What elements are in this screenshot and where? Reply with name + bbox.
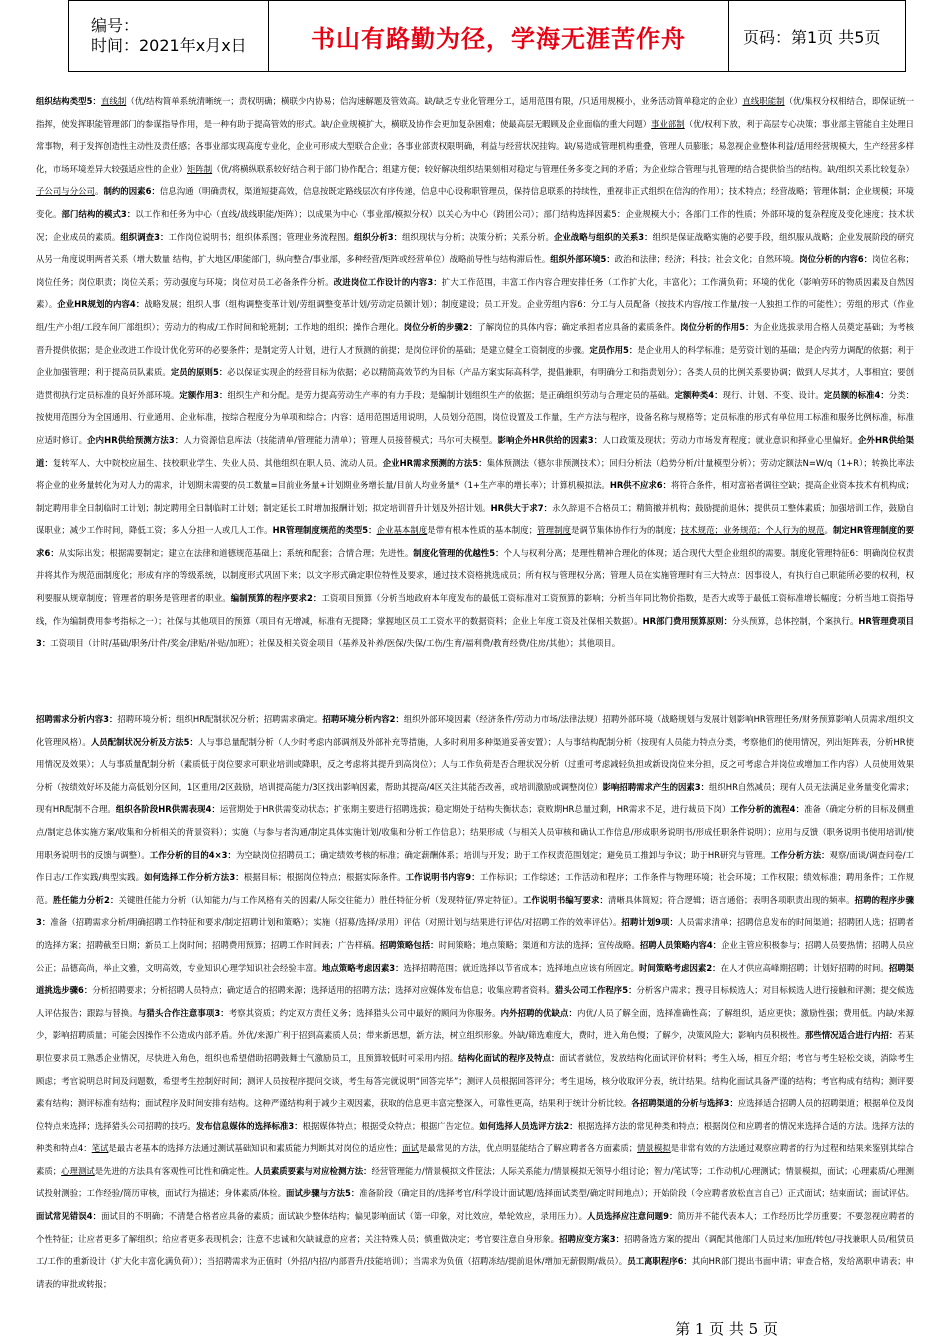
section-heading: HR部门费用预算原则： bbox=[642, 615, 733, 626]
page-footer bbox=[675, 1318, 778, 1339]
header-meta-cell bbox=[69, 1, 269, 71]
section-heading: 工作说明书编写要求： bbox=[522, 894, 608, 905]
header-page-label: 页码：第1页 共5页 bbox=[743, 27, 881, 47]
body-text: 工作标识；工作综述；工作活动和程序；工作条件与物理环境；社会环境；工作权限；绩效标准；聘用条件；工作规范。 bbox=[36, 872, 915, 905]
section-heading: 招聘应变方案3： bbox=[559, 1233, 625, 1244]
body-text: 了解岗位的具体内容；确定承担者应具备的素质条件。 bbox=[477, 321, 681, 332]
section-heading: 员工离职程序6： bbox=[627, 1256, 692, 1267]
body-text: 是企业用人的科学标准；是劳资计划的基础；是企内劳力调配的依据；利于企业加强管理；利于提高员队素质。 bbox=[36, 344, 915, 378]
section-heading: 猎头公司工作程序5： bbox=[554, 985, 637, 996]
section-heading: 人员配制状况分析及方法5： bbox=[90, 736, 198, 747]
body-text: 岗位名称；岗位任务；岗位职责；岗位关系；劳动强度与环境；岗位对员工必备条件分析。 bbox=[36, 254, 915, 287]
section-heading: 工作分析方法： bbox=[770, 849, 830, 860]
section-heading: 时间策略考虑因素2： bbox=[639, 962, 721, 973]
body-text: 是先进的方法具有客观性可比性和确定性。 bbox=[94, 1165, 255, 1176]
body-text: 应选择适合招聘人员的招聘渠道；根据单位及岗位特点来选择；选择猎头公司招聘的技巧。 bbox=[36, 1098, 915, 1131]
body-text: 分类：按使用范围分为全国通用、行业通用、企业标准，按综合程度分为单项和综合；内容：适用范围适用说明，人员划分范围，岗位设置及工作量，生产方法与程序，设备名称与规格等；定员标准的形式有单位用工标准和服务比例标准，标准应适时修订。 bbox=[36, 389, 915, 445]
body-text: 个人与权利分离；是理性精神合理化的体现；适合现代大型企业组织的需要。制度化管理特征6：明确岗位权责并将其作为规范面制度化；形成有序的等级系统，以制度形式巩固下来；以文字形式确定职位特性及要求，通过技术资格挑选成员；所有权与管理权分离；管理人员在实施管理时有三大特点：因事设人，有执行自己职能所必要的权利，权利要服从规章制度；管理者的职务是管理者的职业。 bbox=[36, 547, 915, 604]
section-heading: 结构化面试的程序及特点： bbox=[458, 1052, 560, 1063]
section-heading: 面试步骤与方法5： bbox=[286, 1188, 360, 1199]
section-heading: 改进岗位工作设计的内容3： bbox=[333, 276, 442, 287]
body-text: 信息沟通（明确责权，渠道短捷高效，信息按既定路线层次有序传递，信息中心设称职管理员，保持信息联系的持续性，重视非正式组织在信沟的作用）；技术特点；经营战略；管理体制；企业规模；环境变化。 bbox=[36, 186, 915, 219]
body-text: 政治和法律；经济；科技；社会文化；自然环境。 bbox=[614, 254, 800, 265]
body-text: 人员需求清单；招聘信息发布的时间渠道；招聘团人选；招聘者的选择方案；招聘截至日期；新员工上岗时间；招聘费用预算；招聘工作时间表；广告样稿。 bbox=[36, 917, 915, 950]
section-heading: 与猎头合作注意事项3： bbox=[137, 1007, 229, 1018]
body-text: 考察其资质；约定双方责任义务；选择猎头公司中最好的顾问为你服务。 bbox=[228, 1007, 501, 1018]
section-heading: 企内HR供给预测方法3： bbox=[87, 434, 184, 445]
body-text: 组织现状与分析；决策分析；关系分析。 bbox=[402, 231, 554, 242]
section-heading: 企业HR需求预测的方法5： bbox=[382, 457, 487, 468]
body-text: 根据目标；根据岗位特点；根据实际条件。 bbox=[243, 872, 406, 883]
document-number-label: 编号： bbox=[91, 16, 140, 35]
body-text: 是最古老基本的选择方法通过测试基础知识和素质能力判断其对岗位的适应性； bbox=[108, 1143, 403, 1154]
section-heading: 定员的原则5： bbox=[170, 367, 228, 378]
body-text: 时间策略；地点策略；渠道和方法的选择；宣传战略。 bbox=[438, 939, 640, 950]
section-heading: HR管理制度规范的类型5： bbox=[272, 525, 377, 536]
body-text: 面试目的不明确；不清楚合格者应具备的素质；面试缺少整体结构；偏见影响面试（第一印象，对比效应，晕轮效应，录用压力）。 bbox=[101, 1211, 588, 1222]
body-text: 观察/面谈/调查问卷/工作日志/工作实践/典型实践。 bbox=[36, 849, 915, 883]
body-text: 复转军人、大中院校应届生、技校职业学生、失业人员、其他组织在职人员、流动人员。 bbox=[52, 457, 383, 468]
body-text: 组织外部环境因素（经济条件/劳动力市场/法律法规）招聘外部环境（战略规划与发展计划影响HR管理任务/财务预算影响人员需求/组织文化管理风格）。 bbox=[36, 714, 915, 747]
section-heading: 地点策略考虑因素3： bbox=[321, 962, 404, 973]
body-text: 简历并不能代表本人；工作经历比学历重要；不要忽视应聘者的个性特征；让应者更多了解组织；给应者更多表现机会；注意不忠诚和欠缺诚意的应者；关注特殊人员；慎重做决定；考官要注意自身形象。 bbox=[36, 1211, 915, 1244]
body-text: 战略发展；组织人事（组构调整变革计划/劳组调整变革计划/劳动定员额计划）；制度建设；员工开发。企业劳组内容6：分工与人员配备（按技术内容/按工作量/按一人独担工作的可能性）；劳组的形式（作业组/生产小组/工段车间厂部组织）；劳动力的构成/工作时间和轮班制；工作地的组织；操作合理化。 bbox=[36, 299, 914, 332]
section-heading: 人员素质要素与对应检测方法： bbox=[254, 1165, 372, 1176]
underlined-term: 事业部制 bbox=[651, 118, 685, 129]
body-text: 清晰具体简短；符合逻辑；语言通俗；表明各项职责出现的频率。 bbox=[607, 894, 855, 905]
section-heading: 内外招聘的优缺点： bbox=[500, 1007, 578, 1018]
underlined-term: 技术规范；业务规范；个人行为的规范 bbox=[680, 525, 825, 536]
underlined-term: 管理制度 bbox=[537, 525, 571, 536]
body-text: 经营管理能力/情景模拟文件筐法；人际关系能力/情景模拟无领导小组讨论；智力/笔试等；工作动机/心理测试；情景模拟，面试；心理素质/心理测试投射测验；工作经验/简历审核，面试行为描述；身体素质/体检。 bbox=[36, 1165, 915, 1199]
section-heading: HR供大于求7： bbox=[490, 502, 553, 513]
body-text: 扩大工作范围，丰富工作内容合理安排任务（工作扩大化，丰富化）；工作满负荷；环境的优化（影响劳环的物质因素及自然因素）。 bbox=[36, 276, 914, 310]
body-text: 组织HR自然减员；现有人员无法满足业务量变化需求；现有HR配制不合理。 bbox=[36, 781, 915, 815]
body-text: 是带有根本性质的基本制度； bbox=[427, 525, 538, 536]
underlined-term: 情景模拟 bbox=[637, 1143, 671, 1154]
section-heading: 组织分析3： bbox=[354, 231, 403, 242]
section-heading: 各招聘渠道的分析与选择3： bbox=[631, 1098, 738, 1109]
section-heading: 部门结构的模式3： bbox=[61, 208, 136, 219]
body-text: 以工作和任务为中心（直线/战线职能/矩阵）；以成果为中心（事业部/模拟分权）以关心为中心（跨团公司）；部门结构选择因素5：企业规模大小；各部门工作的性质；外部环境的复杂程度及变化速度；技术状况；企业成员的素质。 bbox=[36, 208, 914, 242]
body-text: 其向HR部门提出书面申请；审查合格，发给离职申请表；申请表的审批或转报； bbox=[36, 1256, 915, 1289]
body-text: （优/将横纵联系较好结合利于部门协作配合；组建方便；较好解决组织结果刻相对稳定与管理任务多变之间的矛盾；为企业综合管理与扎管理的结合提供恰当的结构。缺/组织关系比较复杂） bbox=[212, 163, 915, 174]
underlined-term: 矩阵制 bbox=[186, 163, 213, 174]
header-motto-cell bbox=[269, 1, 729, 71]
body-text: 是调节集体协作行为的制度； bbox=[570, 525, 681, 536]
body-text: 是非常有效的方法通过观察应聘者的行为过程和结果来鉴别其综合素质； bbox=[36, 1143, 915, 1176]
section-heading: 发布信息媒体的选择标准3： bbox=[195, 1120, 303, 1131]
header-motto: 书山有路勤为径，学海无涯苦作舟 bbox=[311, 23, 686, 53]
body-text: 准备阶段（确定目的/选择考官/科学设计面试题/选择面试类型/确定时间地点）；开始阶段（令应聘者放松直言自己）正式面试；结束面试；面试评估。 bbox=[359, 1188, 914, 1199]
body-text: 将符合条件，相对富裕者调往空缺；提高企业资本技术有机构成；制定聘用非全日制临时工计划；制定聘用全日制临时工计划；制定延长工时增加报酬计划；拟定培训晋升计划及外招计划。 bbox=[36, 480, 914, 513]
body-text: 分头预算，总体控制，个案执行。 bbox=[732, 615, 859, 626]
body-text: 准备（确定分析的目标及侧重点/制定总体实施方案/收集和分析相关的背景资料）；实施（与参与者沟通/制定具体实施计划/收集和分析工作信息）；结果形成（与相关人员审核和确认工作信息/形成职务说明书/形成任职条件说明）；应用与反馈（职务说明书使用培训/使用职务说明书的反馈与调整）。 bbox=[36, 804, 914, 860]
section-heading: 定额作用3： bbox=[179, 389, 228, 400]
body-text: 为空缺岗位招聘员工；确定绩效考核的标准；确定薪酬体系；培训与开发；助于工作权责范围划定；避免员工推卸与争议；助于HR研究与管理。 bbox=[235, 849, 771, 860]
body-text: 为企业选拔录用合格人员奠定基础；为考核晋升提供依据；是企业改进工作设计优化劳环的必要条件；是制定劳人计划，进行人才预测的前提；是岗位评价的基础；是建立健全工资制度的步骤。 bbox=[36, 321, 915, 355]
body-text: 。 bbox=[95, 186, 104, 197]
footer-page-number: 第 1 页 共 5 页 bbox=[675, 1320, 778, 1338]
section-heading: 影响企外HR供给的因素3： bbox=[497, 434, 603, 445]
section-heading: 工作说明书内容9： bbox=[405, 872, 480, 883]
body-text: 分析招聘要求；分析招聘人员特点；确定适合的招聘来源；选择适用的招聘方法；选择对应媒体发布信息；收集应聘者资料。 bbox=[92, 985, 555, 996]
section-heading: 岗位分析的作用5： bbox=[680, 321, 754, 332]
section-heading: 岗位分析的内容6： bbox=[799, 254, 873, 265]
section-heading: 岗位分析的步骤2： bbox=[403, 321, 478, 332]
underlined-term: 笔试 bbox=[91, 1143, 109, 1154]
content-section-organization bbox=[36, 90, 914, 655]
body-text: 人口政策及现状；劳动力市场发育程度；就业意识和择业心里偏好。 bbox=[602, 434, 858, 445]
body-text: 招聘环境分析；组织HR配制状况分析；招聘需求确定。 bbox=[117, 714, 323, 724]
body-text: 永久辞退不合格员工；精简撤并机构；鼓励提前退休；提供员工整体素质；加强培训工作，鼓励自谋职业；减少工作时间，降低工资；多人分担一人或几人工作。 bbox=[36, 502, 915, 536]
body-text: 若某职位要求员工熟悉企业情况，尽快进入角色，组织也希望借助招聘鼓舞士气激励员工，且预算较低时可采用内招。 bbox=[36, 1030, 915, 1063]
section-heading: 组织调查3： bbox=[120, 231, 169, 242]
body-text: 根据选择方法的常见种类和特点；根据岗位和应聘者的情况来选择合适的方法。选择方法的种类和特点4： bbox=[36, 1120, 915, 1154]
section-heading: 人员选择应注意问题9： bbox=[587, 1211, 678, 1222]
content-section-recruitment bbox=[36, 708, 914, 1295]
section-heading: 招聘策略包括： bbox=[379, 939, 439, 950]
body-text: 面试者就位，发放结构化面试评价材料；考生入场，相互介绍；考官与考生轻松交谈，消除考生顾虑；考官说明总时间及问题数，希望考生控制好时间；测评人员按程序提问交谈，考生每答完就说明“回答完毕”；测评人员根据回答评分；考生退场，核分收取评分表，统计结果。结构化面试具备严谨的结构；考官构成有结构；测评要素有结构；测评标准有结构；面试程序及时间安排有结构。这种严谨结构利于减少主观因素，获取的信息更丰富完整深入，可靠性更高，结果利于统计分析比较。 bbox=[36, 1052, 915, 1109]
body-text: 工作岗位说明书；组织体系图；管理业务流程图。 bbox=[168, 231, 355, 242]
body-text: 集体预测法（德尔非预测技术）；回归分析法（趋势分析/计量模型分析）；劳动定额法N=W/q（1+R）；转换比率法将企业的业务量转化为对人力的需求，计划期末需要的员工数量=目前业务量+计划期业务增长量/目前人均业务量*（1+生产率的增长率）；计算机模拟法。 bbox=[36, 457, 914, 491]
section-heading: 招聘人员策略内容4： bbox=[639, 939, 722, 950]
body-text: 。 bbox=[824, 525, 833, 536]
underlined-term: 直线职能制 bbox=[742, 96, 785, 106]
section-heading: 制度化管理的优越性5： bbox=[413, 547, 504, 558]
body-text: （优/结构简单系统清晰统一；责权明确；横联少内协易；信沟速解题及管效高。缺/缺乏专业化管理分工，适用范围有限，/只适用规模小，业务活动简单稳定的企业） bbox=[126, 96, 743, 106]
section-heading: HR管理费项目3： bbox=[36, 615, 914, 649]
section-heading: 工作分析的流程4： bbox=[730, 804, 805, 815]
body-text: 招聘备选方案的提出（调配其他部门人员过来/加班/转包/寻找兼职人员/租赁员工/工作的重新设计（扩大化丰富化满负荷））；当招聘需求为正值时（外招/内招/内部晋升/技能培训）；当需求为负值（招聘冻结/提前退休/增加无薪假期/裁员）。 bbox=[36, 1233, 914, 1267]
section-heading: 企外HR供给渠道： bbox=[36, 434, 915, 468]
body-text: 人与事总量配制分析（人少时考虑内部调剂及外部补充等措施，人多时利用多种渠道妥善安置）；人与事结构配制分析（按现有人员能力特点分类，考察他们的使用情况，列出矩阵表，分析HR使用情况及效果）；人与事质量配制分析（素质低于岗位要求可职业培训或降职，反之考虑将其提升到高岗位）；人与工作负荷是否合理状况分析（过重可考虑减轻负担或新设岗位来分担，反之可考虑合并岗位或增加工作内容）人员使用效果分析（按绩效好坏及能力高低划分区间，1区重用/2区鼓励，培训提高能力/3区找出影响因素，帮助其提高/4区关注其能否改善，或培训激励或调整岗位） bbox=[36, 736, 915, 792]
body-text: 现行、计划、不变、设计。 bbox=[722, 389, 824, 400]
section-heading: 招聘计划9项： bbox=[621, 917, 678, 928]
section-heading: 企业战略与组织的关系3： bbox=[553, 231, 653, 242]
underlined-term: 子公司与分公司 bbox=[36, 186, 95, 197]
body-text: 企业主管应积极参与；招聘人员要热情；招聘人员应公正；品德高尚，举止文雅，文明高效，专业知识心理学知识社会经验丰富。 bbox=[36, 939, 915, 973]
underlined-term: 直线制 bbox=[100, 96, 127, 106]
section-heading: 组织外部环境5： bbox=[550, 254, 615, 265]
section-heading: 组织各阶段HR供需表现4： bbox=[115, 804, 220, 815]
section-heading: 定员作用5： bbox=[589, 344, 638, 355]
underlined-term: 心理测试 bbox=[61, 1165, 95, 1176]
body-text: 是最常见的方法，优点明显能结合了解应聘者各方面素质； bbox=[418, 1143, 638, 1154]
body-text: 工资项目预算（分析当地政府本年度发布的最低工资标准对工资预算的影响；分析当年同比物价指数，是否大或等于最低工资标准增长幅度；分析当地工资指导线，作为编制费用参考指标之一）；社保与其他项目的预算（项目有无增减，标准有无提降；掌握地区员工工资水平的数据资料；企业上年度工资及社保相关数据）。 bbox=[36, 593, 915, 626]
body-text: 组织是保证战略实施的必要手段，组织服从战略；企业发展阶段的研究从另一角度说明两者关系（增大数量 结构，扩大地区/职能部门，纵向整合/事业部，多种经营/矩阵或经营单位）战略前导性与结构滞后性。 bbox=[36, 231, 915, 265]
section-heading: 招聘的程序步骤3： bbox=[36, 894, 915, 928]
section-heading: 企业HR规划的内容4： bbox=[57, 299, 145, 310]
body-text: 工资项目（计时/基础/职务/计件/奖金/津贴/补贴/加班）；社保及相关资金项目（基养及补养/医保/失保/工伤/生育/福利费/教育经费/住房/其他）；其他项目。 bbox=[50, 638, 621, 649]
body-text: 在人才供应高峰期招聘；计划好招聘的时间。 bbox=[720, 962, 889, 973]
section-heading: 组织结构类型5： bbox=[36, 96, 101, 106]
body-text: 根据媒体特点；根据受众特点；根据广告定位。 bbox=[302, 1120, 480, 1131]
section-heading: 工作分析的目的4×3： bbox=[149, 849, 236, 860]
body-text: 运营期处于HR供需变动状态；扩张期主要进行招聘选拔；稳定期处于结构失衡状态；衰败期HR总量过剩，HR需求不足，进行裁员下岗） bbox=[219, 804, 731, 815]
page-header bbox=[68, 0, 906, 72]
body-text: 关键胜任能力分析（认知能力/与工作风格有关的因素/人际交往能力）胜任特征分析（发现特征/界定特征）。 bbox=[118, 894, 523, 905]
section-heading: 如何选择工作分析方法3： bbox=[144, 872, 244, 883]
body-text: （优/权利下放，利于高层专心决策；事业部主管能自主处理日常事物，利于发挥创造性主动性及责任感；各事业部实现高度专业化，企业可形成大型联合企业；各事业部责权限明确，利益与经营状况挂钩。缺/易造成管理机构重叠，管理人员膨胀；易忽视企业整体利益/适用经营规模大，生产经营多样化，市场环境差异大较强适应性的企业） bbox=[36, 118, 914, 174]
section-heading: 影响招聘需求产生的因素3： bbox=[602, 781, 710, 792]
header-page-cell bbox=[729, 1, 905, 71]
document-time-label: 时间：2021年x月x日 bbox=[91, 36, 247, 55]
body-text: 从实际出发；根据需要制定；建立在法律和道德规范基础上；系统和配套；合情合理；先进性。 bbox=[58, 547, 414, 558]
section-heading: 胜任能力分析2： bbox=[53, 894, 119, 905]
section-heading: 那些情况适合进行内招： bbox=[804, 1030, 898, 1041]
section-heading: HR供不应求6： bbox=[609, 480, 672, 491]
body-text: 选择招聘范围；就近选择以节省成本；选择地点应该有所固定。 bbox=[403, 962, 640, 973]
body-text: （优/集权分权相结合，即保证统一指挥，使发挥职能管理部门的参谋指导作用，是一种有助于提高管效的形式。缺/企业规模扩大，横联及协作会更加复杂困难；使最高层无暇顾及企业面临的重大问题） bbox=[36, 96, 914, 129]
body-text: 人力资源信息库法（技能清单/管理能力清单）；管理人员接替模式；马尔可夫模型。 bbox=[183, 434, 498, 445]
section-heading: 制定HR管理制度的要求6： bbox=[36, 525, 915, 558]
section-heading: 制约的因素6： bbox=[103, 186, 160, 197]
body-text: 分析客户需求；搜寻目标候选人；对目标候选人进行接触和评测；提交候选人评估报告；跟踪与替换。 bbox=[36, 985, 915, 1018]
section-heading: 招聘需求分析内容3： bbox=[36, 714, 118, 724]
section-heading: 招聘环境分析内容2： bbox=[322, 714, 404, 724]
section-heading: 招聘渠道挑选步骤6： bbox=[36, 962, 915, 996]
section-heading: 定额种类4： bbox=[674, 389, 723, 400]
body-text: 组织生产和分配。是劳力提高劳动生产率的有力手段；是编制计划组织生产的依据；是正确组织劳动与合理定员的基础。 bbox=[227, 389, 675, 400]
body-text: 准备（招聘需求分析/明确招聘工作特征和要求/制定招聘计划和策略）；实施（招募/选择/录用）评估（对照计划与结果进行评估/对招聘工作的效率评估）。 bbox=[50, 917, 622, 928]
section-heading: 定员额的标准4： bbox=[823, 389, 889, 400]
section-heading: 面试常见错误4： bbox=[36, 1211, 102, 1222]
body-text: 必以保证实现企的经营目标为依据；必以精简高效节约为目标（产品方案实际高科学，提倡兼职，有明确分工和指责划分）；各类人员的比例关系要协调；做到人尽其才，人事相宜；要创造贯彻执行定员标准的良好外部环境。 bbox=[36, 367, 915, 400]
section-heading: 编制预算的程序要求2： bbox=[230, 593, 322, 604]
underlined-term: 面试 bbox=[402, 1143, 419, 1154]
body-text: 内优/人员了解全面，选择准确性高；了解组织，适应更快；激励性强；费用低。内缺/来源少，影响招聘质量；可能会因操作不公造成内部矛盾。外优/来源广利于招到高素质人员；带来新思想，新方法，树立组织形象。外缺/筛选难度大，费时，进入角色慢；了解少，决策风险大；影响内员积极性。 bbox=[36, 1007, 915, 1041]
section-heading: 如何选择人员选评方法2： bbox=[479, 1120, 578, 1131]
underlined-term: 企业基本制度 bbox=[376, 525, 428, 536]
